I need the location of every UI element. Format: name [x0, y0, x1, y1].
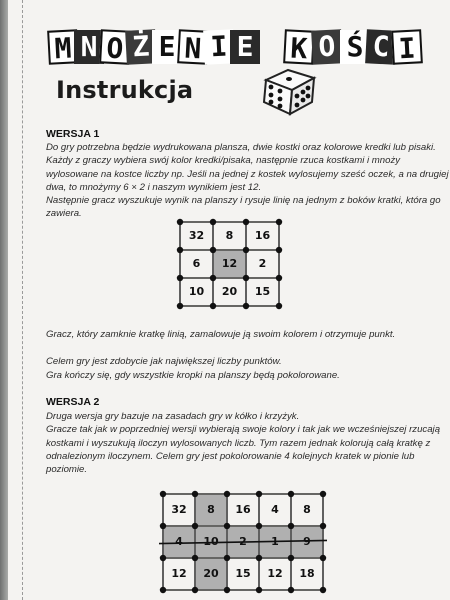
title-letter: O [311, 29, 343, 65]
grid-dot [224, 587, 230, 593]
board-number: 8 [225, 228, 234, 242]
board-number: 8 [207, 502, 215, 516]
title-letter: I [203, 29, 235, 65]
grid-dot [243, 303, 249, 309]
grid-dot [288, 587, 294, 593]
board-number: 8 [303, 502, 311, 516]
board-number: 32 [171, 502, 187, 516]
title-letter: N [177, 29, 209, 65]
grid-dot [320, 523, 326, 529]
grid-dot [256, 523, 262, 529]
board-number: 1 [271, 534, 279, 548]
title-letter: M [47, 29, 79, 65]
text-line: wylosowane na kostce liczby np. Jeśli na jednej z kostek wylosujemy sześć oczek, a na drugiej [46, 168, 449, 180]
text-line: poziomie. [46, 464, 88, 476]
grid-dot [160, 587, 166, 593]
board-number: 9 [303, 534, 311, 548]
grid-dot [276, 247, 282, 253]
grid-dot [256, 491, 262, 497]
board-number: 10 [188, 284, 205, 298]
grid-dot [210, 247, 216, 253]
version2-text [46, 410, 440, 476]
grid-dot [288, 491, 294, 497]
grid-dot [160, 555, 166, 561]
board-number: 12 [221, 256, 238, 270]
grid-dot [192, 555, 198, 561]
title-letter: K [283, 29, 315, 65]
board-number: 6 [192, 256, 201, 270]
grid-dot [224, 491, 230, 497]
board-number: 2 [239, 534, 247, 548]
text-line: Gra kończy się, gdy wszystkie kropki na planszy będą pokolorowane. [46, 369, 340, 381]
text-line: Gracz, który zamknie kratkę linią, zamalowuje ją swoim kolorem i otrzymuje punkt. [46, 329, 396, 340]
title-letter: I [391, 29, 423, 65]
grid-dot [320, 555, 326, 561]
text-line: zawiera. [46, 208, 82, 220]
version2-heading: WERSJA 2 [46, 396, 100, 408]
grid-dot [160, 523, 166, 529]
cut-line [22, 0, 23, 600]
title-letter: O [99, 29, 131, 65]
title-letter: N [74, 30, 104, 64]
board-number: 12 [267, 566, 283, 580]
grid-dot [177, 303, 183, 309]
text-line: kostkami i wyszukują iloczyn wylosowanych liczb. Tym razem jednak kolorują całą kratkę z [46, 437, 431, 449]
board-number: 16 [235, 502, 251, 516]
board-number: 2 [258, 256, 267, 270]
version1-heading: WERSJA 1 [46, 128, 100, 140]
grid-dot [210, 219, 216, 225]
title-letter: E [152, 30, 182, 64]
grid-dot [276, 275, 282, 281]
text-line: Gracze tak jak w poprzedniej wersji wybierają swoje kolory i tak jak we wcześniejszej rzucają [46, 424, 441, 436]
grid-dot [160, 491, 166, 497]
text-line: Każdy z graczy wybiera swój kolor kredki/pisaka, następnie rzuca kostkami i mnoży [46, 155, 401, 167]
board-number: 15 [235, 566, 251, 580]
grid-dot [243, 247, 249, 253]
grid-dot [256, 555, 262, 561]
subtitle: Instrukcja [56, 76, 194, 104]
example-board-5x3 [163, 494, 323, 590]
example-board-3x3 [180, 222, 280, 306]
board-number: 16 [254, 228, 271, 242]
page-shadow [0, 0, 8, 600]
text-line: Następnie gracz wyszukuje wynik na planszy i rysuje linię na jednym z boków kratki, która go [46, 195, 441, 207]
text-line: Do gry potrzebna będzie wydrukowana plansza, dwie kostki oraz kolorowe kredki lub pisaki. [46, 142, 436, 153]
version1-text [46, 141, 449, 221]
grid-dot [210, 275, 216, 281]
grid-dot [243, 219, 249, 225]
grid-dot [192, 491, 198, 497]
text-line: Celem gry jest zdobycie jak największej liczby punktów. [46, 356, 282, 368]
grid-dot [243, 275, 249, 281]
grid-dot [276, 219, 282, 225]
grid-dot [177, 275, 183, 281]
version1-rules [46, 328, 395, 382]
grid-dot [177, 247, 183, 253]
title-letter: C [365, 29, 397, 65]
board-number: 20 [221, 284, 238, 298]
grid-dot [320, 491, 326, 497]
title-letter: E [230, 30, 260, 64]
grid-dot [192, 587, 198, 593]
board-number: 18 [299, 566, 315, 580]
title-letter: Ż [125, 29, 157, 65]
board-number: 20 [203, 566, 219, 580]
grid-dot [288, 523, 294, 529]
board-number: 12 [171, 566, 187, 580]
board-number: 15 [254, 284, 271, 298]
grid-dot [192, 523, 198, 529]
grid-dot [224, 555, 230, 561]
grid-dot [288, 555, 294, 561]
grid-dot [210, 303, 216, 309]
text-line: dwa, to mnożymy 6 × 2 i naszym wynikiem jest 12. [46, 181, 262, 193]
board-number: 10 [203, 534, 219, 548]
grid-dot [256, 587, 262, 593]
text-line: odnalezionym iloczynem. Celem gry jest pokolorowanie 4 kolejnych kratek w pionie lub [46, 450, 415, 462]
board-number: 32 [188, 228, 205, 242]
title-letter: Ś [340, 30, 370, 64]
grid-dot [224, 523, 230, 529]
dice-icon [258, 62, 322, 118]
grid-dot [320, 587, 326, 593]
grid-dot [276, 303, 282, 309]
page-title [48, 30, 418, 66]
instruction-sheet [8, 0, 450, 600]
board-number: 4 [271, 502, 279, 516]
grid-dot [177, 219, 183, 225]
board-number: 4 [175, 534, 183, 548]
text-line: Druga wersja gry bazuje na zasadach gry w kółko i krzyżyk. [46, 411, 300, 422]
